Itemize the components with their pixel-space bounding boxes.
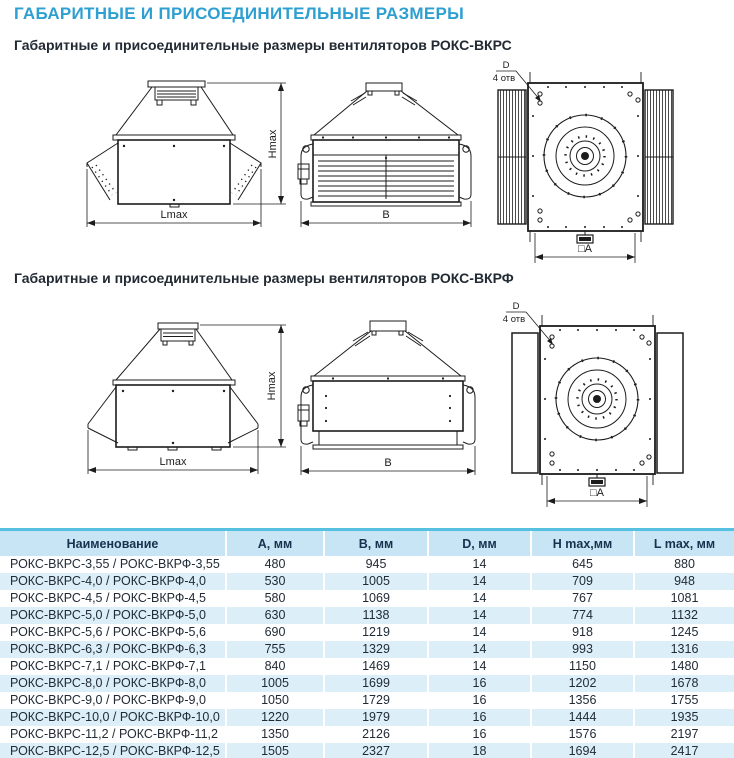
cell-model-name: РОКС-ВКРС-3,55 / РОКС-ВКРФ-3,55 xyxy=(0,556,225,573)
col-header-name: Наименование xyxy=(0,531,225,556)
dim-label-d: D xyxy=(512,301,520,312)
cell-model-name: РОКС-ВКРС-4,0 / РОКС-ВКРФ-4,0 xyxy=(0,573,225,590)
cell-dimension-value: 1081 xyxy=(633,590,734,607)
rivet-dots xyxy=(122,390,225,444)
fan-outline xyxy=(88,323,258,450)
col-header-lmax: L max, мм xyxy=(633,531,734,556)
cell-model-name: РОКС-ВКРС-9,0 / РОКС-ВКРФ-9,0 xyxy=(0,692,225,709)
table-header-row xyxy=(0,531,734,556)
cell-dimension-value: 1444 xyxy=(530,709,633,726)
drawing-vkrs-side-view xyxy=(293,66,488,266)
cell-model-name: РОКС-ВКРС-7,1 / РОКС-ВКРФ-7,1 xyxy=(0,658,225,675)
cell-dimension-value: 1202 xyxy=(530,675,633,692)
cell-dimension-value: 580 xyxy=(225,590,323,607)
col-header-a: А, мм xyxy=(225,531,323,556)
cell-model-name: РОКС-ВКРС-12,5 / РОКС-ВКРФ-12,5 xyxy=(0,743,225,758)
fan-outline xyxy=(298,83,471,206)
cell-dimension-value: 2197 xyxy=(633,726,734,743)
fan-outline xyxy=(298,321,475,449)
table-row xyxy=(0,726,734,743)
dim-label-hmax: Hmax xyxy=(266,371,278,401)
cell-dimension-value: 774 xyxy=(530,607,633,624)
rivet-dots xyxy=(123,145,225,201)
table-row xyxy=(0,743,734,758)
cell-model-name: РОКС-ВКРС-8,0 / РОКС-ВКРФ-8,0 xyxy=(0,675,225,692)
col-header-d: D, мм xyxy=(427,531,530,556)
cell-dimension-value: 1356 xyxy=(530,692,633,709)
cell-dimension-value: 1350 xyxy=(225,726,323,743)
dimensions-table xyxy=(0,531,734,758)
dim-label-b: B xyxy=(382,209,390,221)
cell-dimension-value: 530 xyxy=(225,573,323,590)
cell-dimension-value: 2126 xyxy=(323,726,427,743)
cell-dimension-value: 2327 xyxy=(323,743,427,758)
cell-dimension-value: 16 xyxy=(427,692,530,709)
table-row xyxy=(0,641,734,658)
drawing-vkrs-top-view xyxy=(478,56,734,268)
cell-dimension-value: 880 xyxy=(633,556,734,573)
cell-dimension-value: 1935 xyxy=(633,709,734,726)
cell-dimension-value: 2417 xyxy=(633,743,734,758)
cell-dimension-value: 918 xyxy=(530,624,633,641)
dim-label-hmax: Hmax xyxy=(267,129,279,159)
col-header-hmax: Н max,мм xyxy=(530,531,633,556)
dim-label-square-a: □A xyxy=(578,243,592,255)
table-row xyxy=(0,573,734,590)
cell-dimension-value: 1316 xyxy=(633,641,734,658)
cell-dimension-value: 16 xyxy=(427,709,530,726)
cell-dimension-value: 767 xyxy=(530,590,633,607)
dim-label-holes: 4 отв xyxy=(492,73,516,84)
drawing-vkrf-side-view xyxy=(293,303,488,518)
cell-model-name: РОКС-ВКРС-10,0 / РОКС-ВКРФ-10,0 xyxy=(0,709,225,726)
dim-label-lmax: Lmax xyxy=(160,209,188,221)
table-row xyxy=(0,556,734,573)
rivet-dots xyxy=(325,377,451,422)
dimension-lines xyxy=(87,83,286,227)
cell-dimension-value: 630 xyxy=(225,607,323,624)
cell-dimension-value: 14 xyxy=(427,590,530,607)
cell-dimension-value: 690 xyxy=(225,624,323,641)
cell-dimension-value: 1005 xyxy=(225,675,323,692)
drawing-vkrf-front-view xyxy=(28,303,293,518)
cell-dimension-value: 840 xyxy=(225,658,323,675)
dimension-arrows xyxy=(88,325,284,473)
cell-model-name: РОКС-ВКРС-6,3 / РОКС-ВКРФ-6,3 xyxy=(0,641,225,658)
cell-model-name: РОКС-ВКРС-5,6 / РОКС-ВКРФ-5,6 xyxy=(0,624,225,641)
cell-dimension-value: 945 xyxy=(323,556,427,573)
cell-dimension-value: 1069 xyxy=(323,590,427,607)
cell-dimension-value: 1150 xyxy=(530,658,633,675)
table-row xyxy=(0,675,734,692)
cell-dimension-value: 16 xyxy=(427,726,530,743)
cell-dimension-value: 14 xyxy=(427,658,530,675)
cell-dimension-value: 18 xyxy=(427,743,530,758)
cell-dimension-value: 1505 xyxy=(225,743,323,758)
dim-label-lmax: Lmax xyxy=(159,456,187,468)
cell-dimension-value: 14 xyxy=(427,624,530,641)
drawing-vkrs-front-view xyxy=(28,66,293,266)
dim-label-b: B xyxy=(384,457,392,469)
page-title: ГАБАРИТНЫЕ И ПРИСОЕДИНИТЕЛЬНЫЕ РАЗМЕРЫ xyxy=(14,4,465,23)
dimension-lines xyxy=(88,325,286,474)
cell-model-name: РОКС-ВКРС-4,5 / РОКС-ВКРФ-4,5 xyxy=(0,590,225,607)
dim-label-holes: 4 отв xyxy=(502,314,526,325)
cell-dimension-value: 1138 xyxy=(323,607,427,624)
cell-dimension-value: 948 xyxy=(633,573,734,590)
cell-dimension-value: 14 xyxy=(427,641,530,658)
cell-dimension-value: 755 xyxy=(225,641,323,658)
cell-dimension-value: 1005 xyxy=(323,573,427,590)
cell-dimension-value: 1694 xyxy=(530,743,633,758)
cell-dimension-value: 14 xyxy=(427,607,530,624)
cell-dimension-value: 1576 xyxy=(530,726,633,743)
cell-dimension-value: 993 xyxy=(530,641,633,658)
cell-dimension-value: 709 xyxy=(530,573,633,590)
cell-dimension-value: 480 xyxy=(225,556,323,573)
dim-label-square-a: □A xyxy=(590,487,604,499)
cell-dimension-value: 1245 xyxy=(633,624,734,641)
cell-dimension-value: 1469 xyxy=(323,658,427,675)
cell-dimension-value: 1755 xyxy=(633,692,734,709)
cell-dimension-value: 1219 xyxy=(323,624,427,641)
cell-dimension-value: 1678 xyxy=(633,675,734,692)
section-title-vkrf: Габаритные и присоединительные размеры вентиляторов РОКС-ВКРФ xyxy=(14,270,514,286)
table-row xyxy=(0,607,734,624)
cell-dimension-value: 645 xyxy=(530,556,633,573)
table-body xyxy=(0,556,734,758)
cell-model-name: РОКС-ВКРС-5,0 / РОКС-ВКРФ-5,0 xyxy=(0,607,225,624)
col-header-b: В, мм xyxy=(323,531,427,556)
cell-dimension-value: 1729 xyxy=(323,692,427,709)
drawing-vkrf-top-view xyxy=(478,295,734,520)
table-row xyxy=(0,692,734,709)
table-row xyxy=(0,709,734,726)
cell-dimension-value: 1480 xyxy=(633,658,734,675)
section-title-vkrs: Габаритные и присоединительные размеры вентиляторов РОКС-ВКРС xyxy=(14,37,512,53)
table-row xyxy=(0,624,734,641)
cell-dimension-value: 1050 xyxy=(225,692,323,709)
cell-dimension-value: 14 xyxy=(427,556,530,573)
dimensions-table-wrap xyxy=(0,528,734,758)
cell-dimension-value: 1979 xyxy=(323,709,427,726)
table-row xyxy=(0,658,734,675)
cell-dimension-value: 1329 xyxy=(323,641,427,658)
cell-dimension-value: 14 xyxy=(427,573,530,590)
cell-dimension-value: 1132 xyxy=(633,607,734,624)
cell-model-name: РОКС-ВКРС-11,2 / РОКС-ВКРФ-11,2 xyxy=(0,726,225,743)
dim-label-d: D xyxy=(502,60,510,71)
table-row xyxy=(0,590,734,607)
cell-dimension-value: 16 xyxy=(427,675,530,692)
cell-dimension-value: 1220 xyxy=(225,709,323,726)
cell-dimension-value: 1699 xyxy=(323,675,427,692)
fan-outline xyxy=(87,81,261,207)
